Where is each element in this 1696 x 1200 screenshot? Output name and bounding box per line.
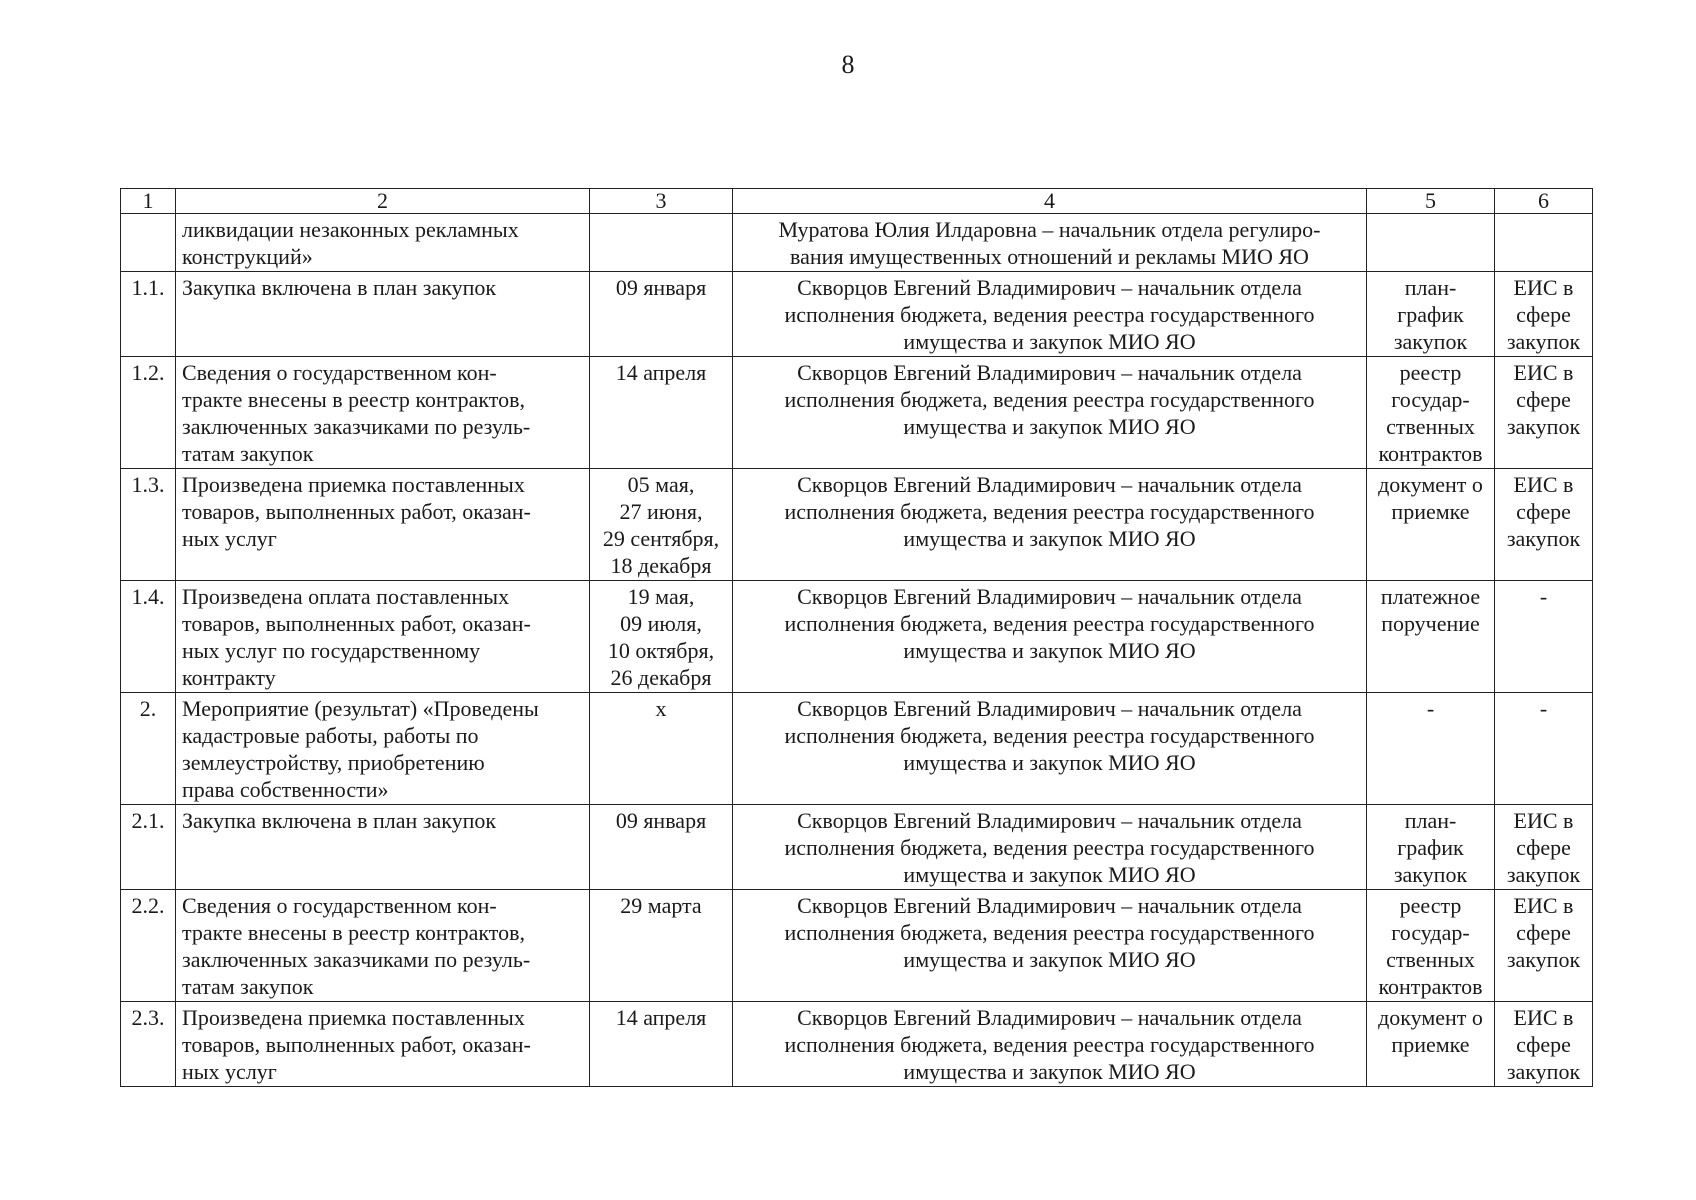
document-cell <box>1367 214 1495 272</box>
document-cell: документ о приемке <box>1367 469 1495 581</box>
date-cell: 19 мая, 09 июля, 10 октября, 26 декабря <box>590 581 733 693</box>
responsible-cell: Скворцов Евгений Владимирович – начальник отдела исполнения бюджета, ведения реестра государственного имущества и закупок МИО ЯО <box>733 581 1367 693</box>
table-row <box>121 357 1593 469</box>
column-number-cell: 4 <box>733 189 1367 214</box>
table-body <box>121 214 1593 1087</box>
event-cell: ликвидации незаконных рекламных конструкций» <box>176 214 590 272</box>
information-system-cell: ЕИС в сфере закупок <box>1495 469 1593 581</box>
column-number-row <box>121 189 1593 214</box>
column-number-cell: 2 <box>176 189 590 214</box>
document-cell: платежное поручение <box>1367 581 1495 693</box>
information-system-cell: - <box>1495 581 1593 693</box>
column-number-cell: 5 <box>1367 189 1495 214</box>
event-cell: Сведения о государственном кон- тракте внесены в реестр контрактов, заключенных заказчиками по резуль- татам закупок <box>176 357 590 469</box>
event-cell: Произведена приемка поставленных товаров, выполненных работ, оказан- ных услуг <box>176 1002 590 1087</box>
event-cell: Сведения о государственном кон- тракте внесены в реестр контрактов, заключенных заказчиками по резуль- татам закупок <box>176 890 590 1002</box>
column-number-cell: 3 <box>590 189 733 214</box>
table-row <box>121 581 1593 693</box>
information-system-cell: ЕИС в сфере закупок <box>1495 805 1593 890</box>
date-cell <box>590 214 733 272</box>
item-number-cell: 2. <box>121 693 176 805</box>
date-cell: 09 января <box>590 805 733 890</box>
document-cell: план- график закупок <box>1367 272 1495 357</box>
page-number: 8 <box>841 50 855 79</box>
date-cell: 14 апреля <box>590 1002 733 1087</box>
responsible-cell: Скворцов Евгений Владимирович – начальник отдела исполнения бюджета, ведения реестра государственного имущества и закупок МИО ЯО <box>733 272 1367 357</box>
information-system-cell <box>1495 214 1593 272</box>
event-cell: Закупка включена в план закупок <box>176 272 590 357</box>
column-number-cell: 1 <box>121 189 176 214</box>
item-number-cell: 1.3. <box>121 469 176 581</box>
date-cell: х <box>590 693 733 805</box>
item-number-cell: 2.1. <box>121 805 176 890</box>
table-row <box>121 1002 1593 1087</box>
column-number-cell: 6 <box>1495 189 1593 214</box>
responsible-cell: Скворцов Евгений Владимирович – начальник отдела исполнения бюджета, ведения реестра государственного имущества и закупок МИО ЯО <box>733 1002 1367 1087</box>
table-row <box>121 469 1593 581</box>
event-cell: Мероприятие (результат) «Проведены кадастровые работы, работы по землеустройству, приобретению права собственности» <box>176 693 590 805</box>
table-row <box>121 805 1593 890</box>
item-number-cell <box>121 214 176 272</box>
date-cell: 14 апреля <box>590 357 733 469</box>
information-system-cell: ЕИС в сфере закупок <box>1495 1002 1593 1087</box>
information-system-cell: ЕИС в сфере закупок <box>1495 272 1593 357</box>
table-row <box>121 890 1593 1002</box>
responsible-cell: Скворцов Евгений Владимирович – начальник отдела исполнения бюджета, ведения реестра государственного имущества и закупок МИО ЯО <box>733 805 1367 890</box>
table-row <box>121 693 1593 805</box>
item-number-cell: 1.2. <box>121 357 176 469</box>
information-system-cell: - <box>1495 693 1593 805</box>
date-cell: 05 мая, 27 июня, 29 сентября, 18 декабря <box>590 469 733 581</box>
responsible-cell: Скворцов Евгений Владимирович – начальник отдела исполнения бюджета, ведения реестра государственного имущества и закупок МИО ЯО <box>733 890 1367 1002</box>
responsible-cell: Скворцов Евгений Владимирович – начальник отдела исполнения бюджета, ведения реестра государственного имущества и закупок МИО ЯО <box>733 357 1367 469</box>
responsible-cell: Муратова Юлия Илдаровна – начальник отдела регулиро- вания имущественных отношений и рекламы МИО ЯО <box>733 214 1367 272</box>
information-system-cell: ЕИС в сфере закупок <box>1495 357 1593 469</box>
item-number-cell: 1.1. <box>121 272 176 357</box>
document-cell: план- график закупок <box>1367 805 1495 890</box>
responsible-cell: Скворцов Евгений Владимирович – начальник отдела исполнения бюджета, ведения реестра государственного имущества и закупок МИО ЯО <box>733 693 1367 805</box>
date-cell: 29 марта <box>590 890 733 1002</box>
document-cell: - <box>1367 693 1495 805</box>
event-cell: Закупка включена в план закупок <box>176 805 590 890</box>
document-cell: документ о приемке <box>1367 1002 1495 1087</box>
event-cell: Произведена приемка поставленных товаров, выполненных работ, оказан- ных услуг <box>176 469 590 581</box>
responsible-cell: Скворцов Евгений Владимирович – начальник отдела исполнения бюджета, ведения реестра государственного имущества и закупок МИО ЯО <box>733 469 1367 581</box>
event-cell: Произведена оплата поставленных товаров, выполненных работ, оказан- ных услуг по государственному контракту <box>176 581 590 693</box>
document-cell: реестр государ- ственных контрактов <box>1367 890 1495 1002</box>
item-number-cell: 2.3. <box>121 1002 176 1087</box>
table-row <box>121 214 1593 272</box>
date-cell: 09 января <box>590 272 733 357</box>
item-number-cell: 2.2. <box>121 890 176 1002</box>
document-cell: реестр государ- ственных контрактов <box>1367 357 1495 469</box>
information-system-cell: ЕИС в сфере закупок <box>1495 890 1593 1002</box>
item-number-cell: 1.4. <box>121 581 176 693</box>
implementation-plan-table <box>120 188 1593 1087</box>
table-row <box>121 272 1593 357</box>
